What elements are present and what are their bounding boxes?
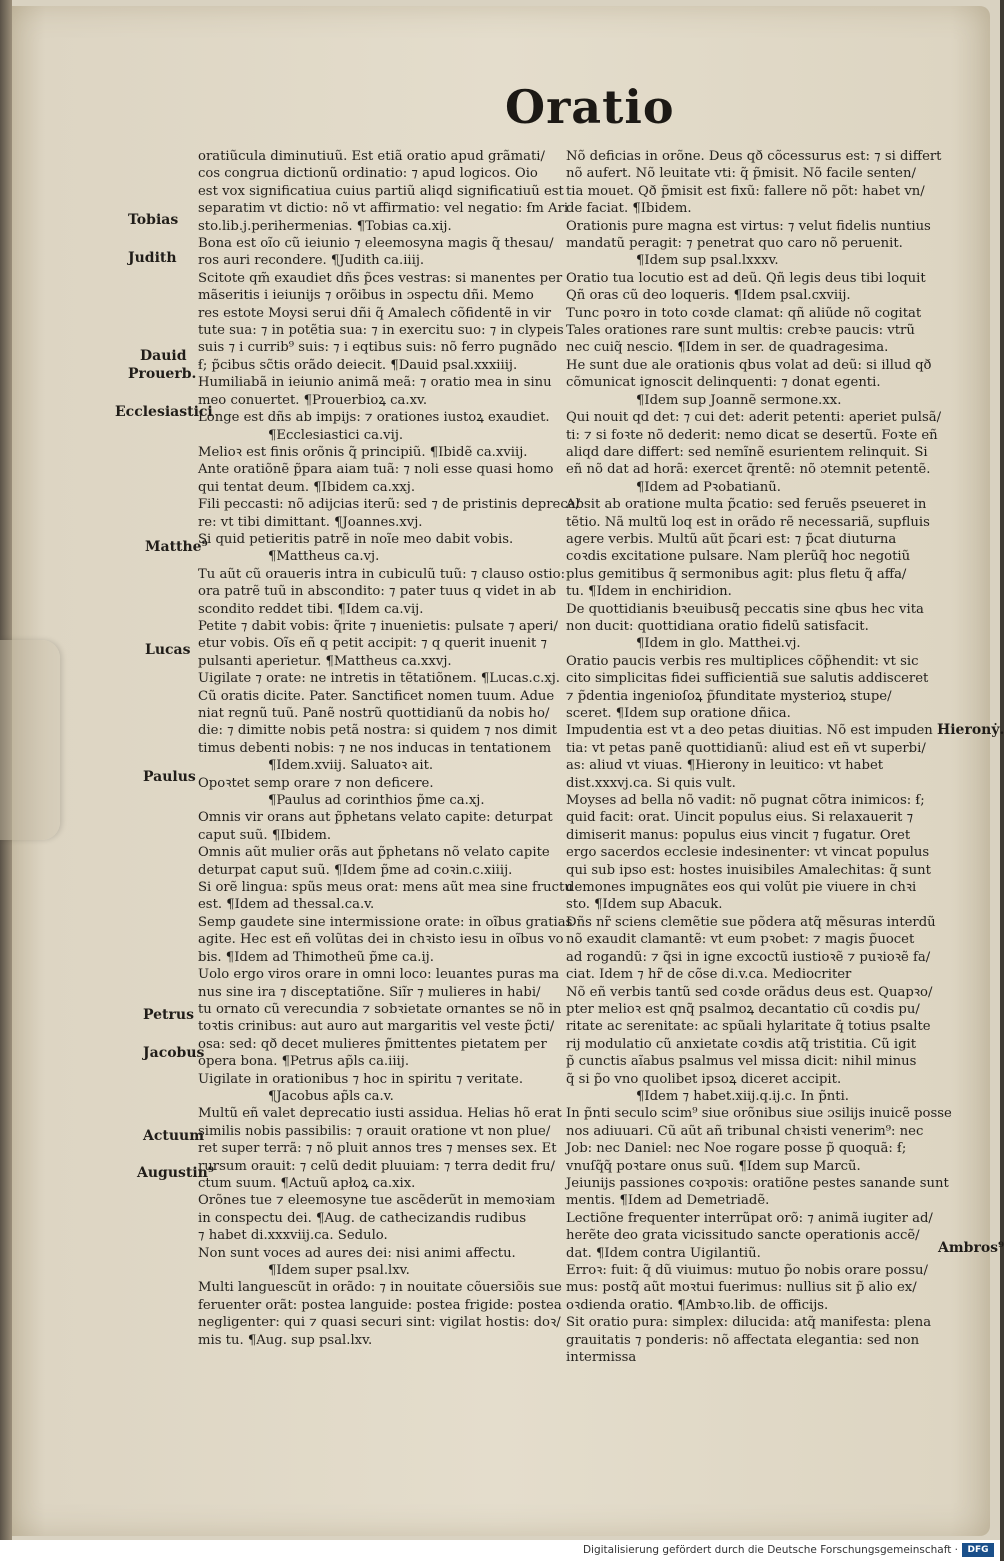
right-column (566, 148, 952, 1366)
right-text-line: Sit oratio pura: simplex: dilucida: atq̃ manifesta: plena (566, 1315, 932, 1331)
right-text-line: pter melioꝛ est qnq̃ psalmoꝝ decantatio cũ coꝛdis pu/ (566, 1001, 920, 1017)
right-text-line: p̃ cunctis aĩabus psalmus vel missa dicit: nihil minus (566, 1054, 917, 1070)
right-text-line: tia mouet. Qð p̃misit est fixũ: fallere nõ põt: habet vn/ (566, 183, 925, 199)
left-text-line: mãseritis i ieiunijs ⁊ orõibus in ɔspectu dñi. Memo (198, 288, 534, 304)
right-text-line: Absit ab oratione multa p̃catio: sed feruẽs pseueret in (566, 497, 927, 513)
page-heading: Oratio (505, 80, 675, 134)
right-text-line: ritate ac serenitate: ac spũali hylaritate q̃ totius psalte (566, 1019, 931, 1035)
left-text-line: nus sine ira ⁊ disceptatiõne. Siĩr ⁊ mulieres in habi/ (198, 984, 541, 1000)
left-text-line: ⁊ habet di.xxxviij.ca. Sedulo. (198, 1228, 388, 1244)
left-text-line: scondito reddet tibi. ¶Idem ca.vij. (198, 601, 424, 617)
right-text-line: mandatũ peragit: ⁊ penetrat quo caro nõ peruenit. (566, 236, 903, 252)
right-text-line: ⁊ p̃dentia ingenioſoꝝ p̃funditate mysterioꝝ stupe/ (566, 688, 892, 704)
right-text-line: dist.xxxvj.ca. Si quis vult. (566, 775, 736, 791)
right-text-line: ¶Idem in glo. Matthei.vj. (636, 636, 801, 652)
margin-note-ecclesiastici: Ecclesiastici (115, 404, 213, 420)
left-text-line: tute sua: ⁊ in potẽtia sua: ⁊ in exercitu suo: ⁊ in clypeis (198, 323, 564, 339)
left-text-line: ret super terrã: ⁊ nõ pluit annos tres ⁊ menses sex. Et (198, 1141, 557, 1157)
left-text-line: similis nobis passibilis: ⁊ orauit oratione vt non plue/ (198, 1123, 551, 1139)
right-text-line: cito simplicitas fidei sufficientiã sue salutis addisceret (566, 671, 929, 687)
right-text-line: tẽtio. Nã multũ loq est in orãdo rẽ necessariã, supfluis (566, 514, 930, 530)
right-text-line: intermissa (566, 1350, 637, 1366)
right-text-line: In p̃nti seculo scim⁹ siue orõnibus siue ɔsilijs inuicẽ posse (566, 1106, 952, 1122)
left-text-line: ctum suum. ¶Actuũ apłoꝝ ca.xix. (198, 1175, 416, 1191)
left-text-line: ¶Idem.xviij. Saluatoꝛ ait. (268, 758, 434, 774)
margin-note-ambrosius: Ambros⁹ (938, 1240, 1004, 1256)
left-text-line: Opoꝛtet semp orare ⁊ non deficere. (198, 775, 434, 791)
margin-note-tobias: Tobias (128, 212, 179, 228)
right-text-line: Impudentia est vt a deo petas diuitias. Nõ est impuden (566, 723, 933, 739)
left-text-line: cos congrua dictionũ ordinatio: ⁊ apud logicos. Oio (198, 166, 538, 182)
left-text-line: qui tentat deum. ¶Ibidem ca.xxj. (198, 479, 416, 495)
left-text-line: bis. ¶Idem ad Thimotheũ p̃me ca.ij. (198, 949, 434, 965)
margin-note-prouerb: Prouerb. (128, 366, 197, 382)
left-text-line: ¶Ecclesiastici ca.vij. (268, 427, 404, 443)
right-text-line: Job: nec Daniel: nec Noe rogare posse p̃ quoquã: ẜ; (566, 1141, 907, 1157)
left-text-line: meo conuertet. ¶Prouerbioꝝ ca.xv. (198, 392, 428, 408)
left-text-line: Multi languescũt in orãdo: ⁊ in nouitate cõuersiõis sue (198, 1280, 562, 1296)
left-text-line: agite. Hec est eñ volũtas dei in chꝛisto iesu in oĩbus vo (198, 932, 564, 948)
right-text-line: Jeiunijs passiones coꝛpoꝛis: oratiõne pestes sanande sunt (566, 1175, 949, 1191)
right-text-line: Lectiõne frequenter interrũpat orõ: ⁊ animã iugiter ad/ (566, 1210, 933, 1226)
right-text-line: rij modulatio cũ anxietate coꝛdis atq̃ tristitia. Cũ igit (566, 1036, 917, 1052)
left-text-line: pulsanti aperietur. ¶Mattheus ca.xxvj. (198, 653, 452, 669)
left-text-line: die: ⁊ dimitte nobis petã nostra: si quidem ⁊ nos dimit (198, 723, 557, 739)
right-text-line: sto. ¶Idem sup Abacuk. (566, 897, 723, 913)
left-text-line: Fili peccasti: nõ adijcias iterũ: sed ⁊ de pristinis depreca/ (198, 497, 581, 513)
right-text-line: q̃ si p̃o vno quolibet ipsoꝝ diceret accipit. (566, 1071, 842, 1087)
right-text-line: mus: postq̃ aũt moꝛtui fuerimus: nullius sit p̃ alio ex/ (566, 1280, 917, 1296)
right-text-line: grauitatis ⁊ ponderis: nõ affectata elegantia: sed non (566, 1332, 920, 1348)
right-text-line: coꝛdis excitatione pulsare. Nam plerũq̃ hoc negotiũ (566, 549, 911, 565)
right-text-line: Tales orationes rare sunt multis: crebꝛe paucis: vtrũ (566, 323, 915, 339)
left-text-line: sto.lib.j.perihermenias. ¶Tobias ca.xij. (198, 218, 452, 234)
right-text-line: vnuſq̃q̃ poꝛtare onus suũ. ¶Idem sup Marcũ. (566, 1158, 861, 1174)
left-text-line: separatim vt dictio: nõ vt affirmatio: vel negatio: ẜm Ari (198, 201, 569, 217)
right-text-line: ti: ⁊ si foꝛte nõ dederit: nemo dicat se desertũ. Foꝛte eñ (566, 427, 938, 443)
right-text-line: Qñ oras cũ deo loqueris. ¶Idem psal.cxviij. (566, 288, 851, 304)
margin-note-augustinus: Augustin⁹ (137, 1165, 214, 1181)
left-text-line: Non sunt voces ad aures dei: nisi animi affectu. (198, 1245, 516, 1261)
left-text-line: Uigilate in orationibus ⁊ hoc in spiritu ⁊ veritate. (198, 1071, 524, 1087)
left-text-line: ẜ; p̃cibus sc̃tis orãdo deiecit. ¶Dauid psal.xxxiiij. (198, 357, 518, 373)
right-text-line: Nõ deficias in orõne. Deus qð cõcessurus est: ⁊ si differt (566, 149, 942, 164)
left-column (198, 148, 581, 1348)
left-text-line: ros auri recondere. ¶Judith ca.iiij. (198, 253, 425, 269)
left-text-line: Si orẽ lingua: spũs meus orat: mens aũt mea sine fructu (198, 880, 573, 896)
left-text-line: Semp gaudete sine intermissione orate: in oĩbus gratias (198, 914, 573, 930)
left-text-line: tu ornato cũ verecundia ⁊ sobꝛietate ornantes se nõ in (198, 1001, 562, 1017)
margin-note-jacobus: Jacobus (143, 1045, 205, 1061)
left-text-line: Cũ oratis dicite. Pater. Sanctificet nomen tuum. Adue (198, 688, 555, 704)
left-text-line: ¶Paulus ad corinthios p̃me ca.xj. (268, 793, 485, 809)
margin-note-paulus: Paulus (143, 769, 196, 785)
right-text-line: Moyses ad bella nõ vadit: nõ pugnat cõtra inimicos: ẜ; (566, 793, 925, 809)
right-text-line: qui sub ipso est: hostes inuisibiles Amalechitas: q̃ sunt (566, 862, 931, 878)
left-text-line: Scitote qm̃ exaudiet dñs p̃ces vestras: si manentes per (198, 270, 563, 286)
right-text-line: cõmunicat ignoscit delinquenti: ⁊ donat egenti. (566, 375, 881, 391)
left-text-line: est vox significatiua cuius partiũ aliqd significatiuũ est (198, 183, 564, 199)
left-text-line: Ante oratiõnẽ p̃para aiam tuã: ⁊ noli esse quasi homo (198, 462, 554, 478)
left-text-line: Uigilate ⁊ orate: ne intretis in tẽtatiõnem. ¶Lucas.c.xj. (198, 671, 560, 687)
right-text-line: ¶Idem ad Pꝛobatianũ. (636, 479, 781, 495)
left-text-line: Petite ⁊ dabit vobis: q̃rite ⁊ inuenietis: pulsate ⁊ aperi/ (198, 618, 558, 634)
right-text-line: as: aliud vt viuas. ¶Hierony in leuitico: vt habet (566, 758, 884, 774)
right-text-line: Oratio tua locutio est ad deũ. Qñ legis deus tibi loquit (566, 270, 926, 286)
left-text-line: feruenter orãt: postea languide: postea frigide: postea (198, 1297, 562, 1313)
right-text-line: plus gemitibus q̃ sermonibus agit: plus fletu q̃ affa/ (566, 566, 907, 582)
left-text-line: suis ⁊ i currib⁹ suis: ⁊ i eqtibus suis: nõ ferro pugnãdo (198, 340, 557, 356)
left-text-line: ora patrẽ tuũ in abscondito: ⁊ pater tuus q videt in ab (198, 584, 557, 600)
left-text-line: est. ¶Idem ad thessal.ca.v. (198, 897, 375, 913)
right-text-line: de faciat. ¶Ibidem. (566, 201, 692, 217)
dfg-logo: DFG (962, 1543, 994, 1557)
left-text-line: ¶Idem super psal.lxv. (268, 1263, 410, 1278)
right-text-line: nõ aufert. Nõ leuitate vti: q̃ p̃misit. Nõ facile senten/ (566, 166, 916, 182)
right-text-line: He sunt due ale orationis qbus volat ad deũ: si illud qð (566, 357, 932, 373)
left-text-line: rursum orauit: ⁊ celũ dedit pluuiam: ⁊ terra dedit fru/ (198, 1158, 555, 1174)
left-text-line: negligenter: qui ⁊ quasi securi sint: vigilat hostis: doꝛ/ (198, 1315, 561, 1331)
right-text-line: Erroꝛ: fuit: q̃ dũ viuimus: mutuo p̃o nobis orare possu/ (566, 1263, 928, 1278)
margin-note-lucas: Lucas (145, 642, 191, 658)
right-text-line: Oratio paucis verbis res multiplices cõp̃hendit: vt sic (566, 653, 919, 669)
right-text-line: Orationis pure magna est virtus: ⁊ velut fidelis nuntius (566, 218, 931, 234)
right-text-line: aliqd dare differt: sed nemĩnẽ esurientem relinquit. Si (566, 444, 928, 460)
left-text-line: deturpat caput suũ. ¶Idem p̃me ad coꝛin.c.xiiij. (198, 862, 513, 878)
left-text-line: Longe est dñs ab impijs: ⁊ orationes iustoꝝ exaudiet. (198, 410, 550, 426)
left-text-line: Si quid petieritis patrẽ in noĩe meo dabit vobis. (198, 531, 514, 547)
right-text-line: ergo sacerdos ecclesie indesinenter: vt vincat populus (566, 845, 930, 861)
left-text-line: niat regnũ tuũ. Panẽ nostrũ quottidianũ da nobis ho/ (198, 706, 550, 721)
right-text-line: Tunc poꝛro in toto coꝛde clamat: qñ aliũde nõ cogitat (566, 305, 922, 321)
right-text-line: nõ exaudit clamantẽ: vt eum pꝛobet: ⁊ magis p̃uocet (566, 932, 915, 948)
right-text-line: ¶Idem ⁊ habet.xiij.q.ij.c. In p̃nti. (636, 1088, 849, 1104)
left-text-line: caput suũ. ¶Ibidem. (198, 827, 332, 843)
right-text-line: ciat. Idem ⁊ hr̃ de cõse di.v.ca. Mediocriter (566, 967, 852, 983)
right-text-line: dimiserit manus: populus eius vincit ⁊ fugatur. Oret (566, 827, 911, 843)
left-text-line: ¶Mattheus ca.vj. (268, 549, 380, 565)
right-text-line: agere verbis. Multũ aũt p̃cari est: ⁊ p̃cat diuturna (566, 531, 897, 547)
right-text-line: sceret. ¶Idem sup oratione dñica. (566, 706, 791, 721)
margin-note-actuum: Actuum (143, 1128, 205, 1144)
right-text-line: ¶Idem sup Joannẽ sermone.xx. (636, 392, 842, 408)
footer-bar (0, 1540, 1000, 1561)
left-text-line: Tu aũt cũ oraueris intra in cubiculũ tuũ: ⁊ clauso ostio: (198, 566, 566, 582)
margin-note-petrus: Petrus (143, 1007, 194, 1023)
right-text-line: mentis. ¶Idem ad Demetriadẽ. (566, 1193, 770, 1209)
margin-note-judith: Judith (128, 250, 177, 266)
left-text-line: Melioꝛ est finis orõnis q̃ principiũ. ¶Ibidẽ ca.xviij. (198, 444, 528, 460)
right-text-line: De quottidianis bꝛeuibusq̃ peccatis sine qbus hec vita (566, 601, 924, 617)
left-text-line: Multũ eñ valet deprecatio iusti assidua. Helias hõ erat (198, 1106, 562, 1122)
left-text-line: in conspectu dei. ¶Aug. de cathecizandis rudibus (198, 1210, 527, 1226)
right-text-line: demones impugnãtes eos qui volũt pie viuere in chꝛi (566, 880, 917, 896)
left-text-line: res estote Moysi serui dñi q̃ Amalech cõfidentẽ in vir (198, 305, 552, 321)
left-text-line: timus debenti nobis: ⁊ ne nos inducas in tentationem (198, 740, 552, 756)
margin-note-matthe: Matthe⁹ (145, 539, 208, 555)
footer-credit: Digitalisierung gefördert durch die Deutsche Forschungsgemeinschaft · (582, 1544, 958, 1556)
left-text-line: opera bona. ¶Petrus ap̃ls ca.iiij. (198, 1054, 410, 1070)
left-text-line: mis tu. ¶Aug. sup psal.lxv. (198, 1332, 373, 1348)
left-text-line: toꝛtis crinibus: aut auro aut margaritis vel veste p̃cti/ (198, 1019, 555, 1035)
left-text-line: ¶Jacobus ap̃ls ca.v. (268, 1088, 394, 1104)
right-text-line: ¶Idem sup psal.lxxxv. (636, 253, 779, 269)
right-text-line: tu. ¶Idem in enchiridion. (566, 584, 732, 600)
right-text-line: Dñs nr̃ sciens clemẽtie sue põdera atq̃ mẽsuras interdũ (566, 914, 936, 930)
margin-note-dauid: Dauid (140, 348, 187, 364)
right-text-line: nec cuiq̃ nescio. ¶Idem in ser. de quadragesima. (566, 340, 889, 356)
margin-note-hieronymus: Hieronẏ. (937, 722, 1004, 738)
left-text-line: Orõnes tue ⁊ eleemosyne tue ascẽderũt in memoꝛiam (198, 1193, 556, 1209)
left-text-line: re: vt tibi dimittant. ¶Joannes.xvj. (198, 514, 423, 530)
right-text-line: Nõ eñ verbis tantũ sed coꝛde orãdus deus est. Quapꝛo/ (566, 984, 933, 1000)
left-text-line: etur vobis. Oĩs eñ q petit accipit: ⁊ q querit inuenit ⁊ (198, 636, 548, 652)
right-text-line: eñ nõ dat ad horã: exercet q̃rentẽ: nõ ɔtemnit petentẽ. (566, 462, 931, 478)
left-text-line: Bona est oĩo cũ ieiunio ⁊ eleemosyna magis q̃ thesau/ (198, 236, 554, 252)
left-text-line: Omnis aũt mulier orãs aut p̃phetans nõ velato capite (198, 845, 550, 861)
left-text-line: osa: sed: qð decet mulieres p̃mittentes pietatem per (198, 1036, 547, 1052)
right-text-line: Qui nouit qd det: ⁊ cui det: aderit petenti: aperiet pulsã/ (566, 410, 942, 426)
right-text-line: nos adiuuari. Cũ aũt añ tribunal chꝛisti venerim⁹: nec (566, 1123, 924, 1139)
right-text-line: quid facit: orat. Uincit populus eius. Si relaxauerit ⁊ (566, 810, 914, 826)
right-text-line: oꝛdienda oratio. ¶Ambꝛo.lib. de officijs. (566, 1297, 829, 1313)
right-text-line: ad rogandũ: ⁊ q̃si in igne excoctũ iustioꝛẽ ⁊ puꝛioꝛẽ fa/ (566, 949, 931, 965)
page-clip (0, 640, 60, 840)
left-text-line: Humiliabã in ieiunio animã meã: ⁊ oratio mea in sinu (198, 375, 552, 391)
right-text-line: tia: vt petas panẽ quottidianũ: aliud est eñ vt superbi/ (566, 740, 926, 756)
left-text-line: Omnis vir orans aut p̃phetans velato capite: deturpat (198, 810, 553, 826)
left-text-line: Uolo ergo viros orare in omni loco: leuantes puras ma (198, 967, 560, 983)
right-text-line: non ducit: quottidiana oratio fidelũ satisfacit. (566, 618, 869, 634)
right-text-line: herẽte deo grata vicissitudo sancte operationis accẽ/ (566, 1228, 920, 1244)
right-text-line: dat. ¶Idem contra Uigilantiũ. (566, 1245, 761, 1261)
left-text-line: oratiũcula diminutiuũ. Est etiã oratio apud grãmati/ (198, 149, 545, 164)
